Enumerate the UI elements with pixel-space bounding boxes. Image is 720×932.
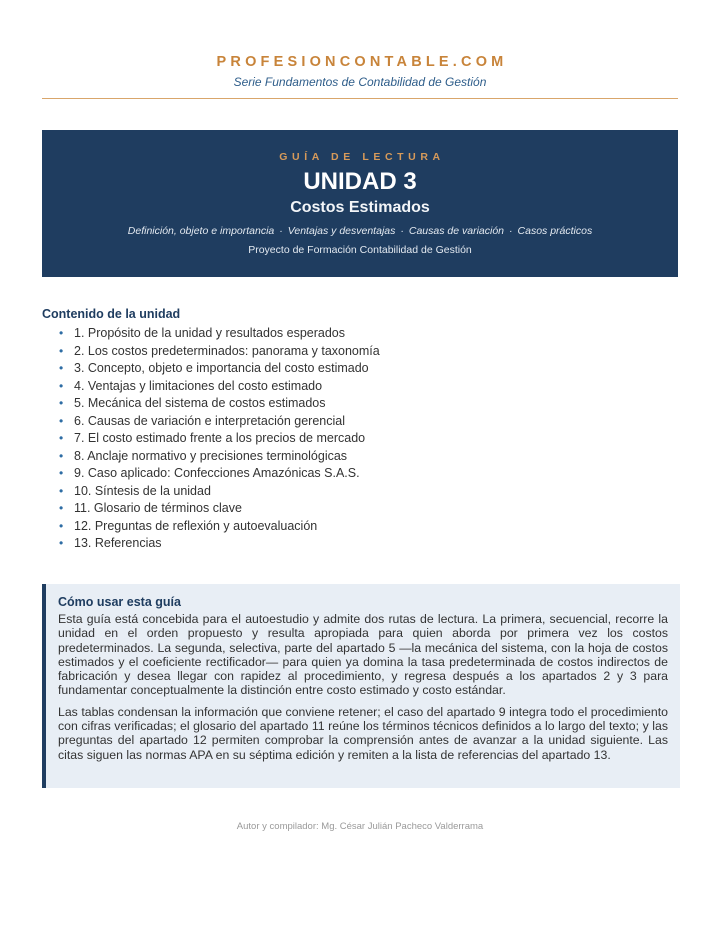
unit-banner <box>42 130 678 277</box>
contents-item-label: 8. Anclaje normativo y precisiones terminológicas <box>74 448 348 463</box>
topic-separator: · <box>400 225 404 237</box>
bullet-icon: • <box>59 361 64 375</box>
banner-project: Proyecto de Formación Contabilidad de Gestión <box>248 244 472 256</box>
banner-topic: Ventajas y desventajas <box>287 225 396 237</box>
bullet-icon: • <box>59 518 64 533</box>
banner-eyebrow: GUÍA DE LECTURA <box>279 151 445 163</box>
contents-item <box>42 343 678 361</box>
callout-title: Cómo usar esta guía <box>58 595 181 609</box>
banner-topic: Casos prácticos <box>517 225 593 237</box>
contents-item <box>42 483 678 501</box>
contents-item-label: 3. Concepto, objeto e importancia del costo estimado <box>74 361 369 375</box>
contents-item-label: 12. Preguntas de reflexión y autoevaluación <box>74 518 318 533</box>
contents-item-label: 11. Glosario de términos clave <box>74 501 242 515</box>
unit-subtitle: Costos Estimados <box>290 199 430 216</box>
bullet-icon: • <box>59 466 64 480</box>
topic-separator: · <box>279 225 283 237</box>
contents-item <box>42 413 678 431</box>
contents-item <box>42 395 678 413</box>
bullet-icon: • <box>59 378 64 393</box>
bullet-icon: • <box>59 501 64 515</box>
unit-contents <box>42 306 678 553</box>
bullet-icon: • <box>59 396 64 410</box>
contents-item-label: 10. Síntesis de la unidad <box>74 483 211 498</box>
bullet-icon: • <box>59 326 64 340</box>
contents-item-label: 13. Referencias <box>74 536 162 550</box>
callout-paragraph: Esta guía está concebida para el autoestudio y admite dos rutas de lectura. La primera, secuencial, recorre la unidad en el orden propuesto y resulta apropiada para quien aborda por primera vez los costos predeterminados. La segunda, selectiva, parte del apartado 5 —la mecánica del sistema, con la hoja de costos estimados y el coeficiente rectificador— para quien ya domina la tasa predeterminada de costos indirectos de fabricación y desea llegar con rapidez al procedimiento, y regresa después a los apartados 2 y 3 para fundamentar conceptualmente la distinción entre costo estimado y costo estándar. <box>58 612 668 698</box>
contents-item-label: 4. Ventajas y limitaciones del costo estimado <box>74 378 323 393</box>
contents-item <box>42 360 678 378</box>
bullet-icon: • <box>59 431 64 445</box>
contents-item-label: 9. Caso aplicado: Confecciones Amazónicas S.A.S. <box>74 466 360 480</box>
banner-topics <box>42 225 678 238</box>
contents-item <box>42 518 678 536</box>
series-subtitle: Serie Fundamentos de Contabilidad de Gestión <box>233 75 487 89</box>
contents-list <box>42 325 678 553</box>
contents-item <box>42 325 678 343</box>
contents-item-label: 5. Mecánica del sistema de costos estimados <box>74 396 326 410</box>
bullet-icon: • <box>59 413 64 428</box>
callout-paragraph: Las tablas condensan la información que conviene retener; el caso del apartado 9 integra todo el procedimiento con cifras verificadas; el glosario del apartado 11 reúne los términos técnicos definidos a lo largo del texto; y las preguntas del apartado 12 permiten comprobar la comprensión antes de avanzar a la unidad siguiente. Las citas siguen las normas APA en su séptima edición y remiten a la lista de referencias del apartado 13. <box>58 704 668 762</box>
contents-item-label: 7. El costo estimado frente a los precios de mercado <box>74 431 366 445</box>
contents-title: Contenido de la unidad <box>42 307 181 321</box>
banner-topic: Causas de variación <box>408 225 505 237</box>
bullet-icon: • <box>59 483 64 498</box>
bullet-icon: • <box>59 448 64 463</box>
how-to-use-callout <box>42 584 680 788</box>
contents-item <box>42 430 678 448</box>
contents-item-label: 1. Propósito de la unidad y resultados esperados <box>74 326 346 340</box>
contents-item <box>42 448 678 466</box>
contents-item-label: 2. Los costos predeterminados: panorama y taxonomía <box>74 343 380 358</box>
contents-item-label: 6. Causas de variación e interpretación gerencial <box>74 413 345 428</box>
unit-title: UNIDAD 3 <box>303 168 417 195</box>
contents-item <box>42 465 678 483</box>
contents-item <box>42 500 678 518</box>
banner-topic: Definición, objeto e importancia <box>127 225 275 237</box>
contents-item <box>42 535 678 553</box>
author-credit: Autor y compilador: Mg. César Julián Pacheco Valderrama <box>236 821 484 832</box>
header-divider <box>42 98 678 99</box>
topic-separator: · <box>509 225 513 237</box>
bullet-icon: • <box>59 343 64 358</box>
site-name: PROFESIONCONTABLE.COM <box>216 54 508 70</box>
bullet-icon: • <box>59 536 64 550</box>
site-header <box>0 53 720 90</box>
contents-item <box>42 378 678 396</box>
